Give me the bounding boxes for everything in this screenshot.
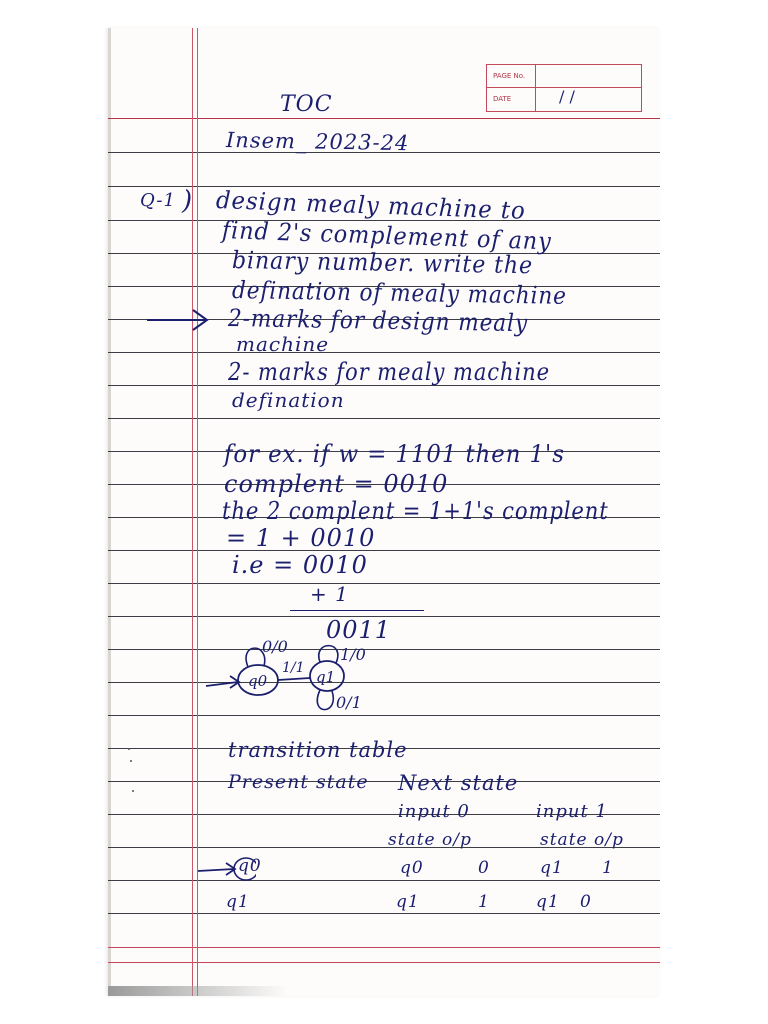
note-line: defination xyxy=(232,388,345,412)
page-binding-edge xyxy=(108,28,111,996)
note-line: = 1 + 0010 xyxy=(226,524,376,552)
table-cell: q1 xyxy=(540,858,564,878)
sum-underline xyxy=(290,610,424,611)
question-marker: Q-1 xyxy=(140,190,176,211)
state-q0-label: q0 xyxy=(248,672,268,690)
loop-q1-top-label: 1/0 xyxy=(340,645,366,664)
sub-input0: input 0 xyxy=(398,801,470,822)
question-paren: ) xyxy=(182,186,194,216)
ruled-line xyxy=(108,352,660,353)
note-line: 0011 xyxy=(326,616,392,644)
notes-subtitle: Insem_ 2023-24 xyxy=(225,128,410,156)
page-no-label: PAGE No. xyxy=(493,72,526,80)
note-line: i.e = 0010 xyxy=(232,551,368,579)
state-q1-label: q1 xyxy=(316,668,336,686)
notes-title: TOC xyxy=(280,92,333,117)
ruled-line xyxy=(108,781,660,782)
table-cell: 0 xyxy=(478,858,490,878)
page-speck xyxy=(128,748,130,750)
margin-line xyxy=(192,28,193,996)
page-shadow xyxy=(108,986,288,996)
col-present-state: Present state xyxy=(228,771,369,793)
sub-state-op-1: state o/p xyxy=(540,830,624,850)
transition-q0-q1 xyxy=(278,678,310,680)
ruled-line xyxy=(108,583,660,584)
table-row-present: q1 xyxy=(226,892,250,912)
note-line: binary number. write the xyxy=(231,246,534,280)
transition-label: 1/1 xyxy=(282,660,305,676)
table-cell: 1 xyxy=(602,858,614,878)
ruled-line xyxy=(108,880,660,881)
table-cell: q1 xyxy=(396,892,420,912)
page-date-box xyxy=(486,64,642,112)
footer-rule xyxy=(108,962,660,963)
note-line: for ex. if w = 1101 then 1's xyxy=(224,440,565,468)
mealy-state-diagram xyxy=(190,620,420,720)
table-row-present: q0 xyxy=(238,856,262,876)
note-line: 2-marks for design mealy xyxy=(227,304,529,338)
arrow-icon xyxy=(145,305,215,335)
note-line: defination of mealy machine xyxy=(231,276,568,310)
date-label: DATE xyxy=(493,95,512,103)
page-speck xyxy=(132,790,134,792)
note-line: design mealy machine to xyxy=(215,186,527,225)
loop-q1-bottom-label: 0/1 xyxy=(336,693,362,712)
loop-q0-label: 0/0 xyxy=(262,637,288,656)
note-line: find 2's complement of any xyxy=(221,216,553,256)
note-line: complent = 0010 xyxy=(224,470,449,498)
sub-input1: input 1 xyxy=(536,801,608,822)
table-cell: 0 xyxy=(580,892,592,912)
table-cell: 1 xyxy=(478,892,490,912)
date-value: / / xyxy=(559,87,575,106)
table-cell: q1 xyxy=(536,892,560,912)
margin-line xyxy=(197,28,198,996)
box-divider xyxy=(535,65,536,111)
ruled-line xyxy=(108,418,660,419)
table-title: transition table xyxy=(228,738,408,762)
note-line: + 1 xyxy=(310,582,349,606)
footer-rule xyxy=(108,947,660,948)
table-cell: q0 xyxy=(400,858,424,878)
self-loop-q1-bottom xyxy=(317,690,333,710)
page-speck xyxy=(130,760,132,762)
note-line: 2- marks for mealy machine xyxy=(228,358,550,386)
ruled-line xyxy=(108,913,660,914)
header-rule xyxy=(108,118,660,119)
ruled-line xyxy=(108,550,660,551)
sub-state-op-0: state o/p xyxy=(388,830,472,850)
note-line: the 2 complent = 1+1's complent xyxy=(222,497,609,525)
note-line: machine xyxy=(236,332,330,356)
col-next-state: Next state xyxy=(398,771,519,795)
